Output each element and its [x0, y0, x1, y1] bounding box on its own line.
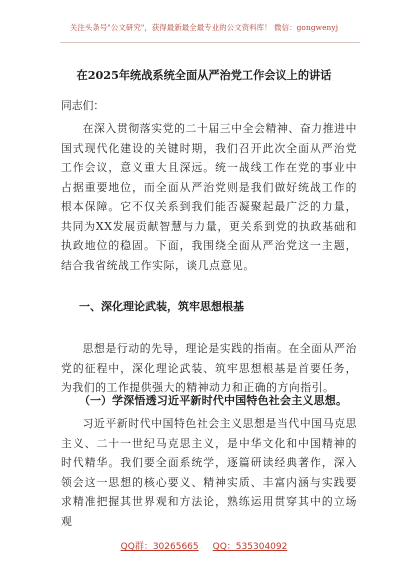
salutation: 同志们：: [61, 99, 105, 112]
document-title: 在2025年统战系统全面从严治党工作会议上的讲话: [76, 68, 332, 82]
subsection-heading-text: 学深悟透习近平新时代中国特色社会主义思想。: [112, 394, 348, 407]
banner-divider: [60, 42, 360, 43]
subsection-number: （一）: [79, 394, 112, 407]
paragraph-section-1: 思想是行动的先导，理论是实践的指南。在全面从严治党的征程中，深化理论武装、筑牢思想根基是首要任务，为我们的工作提供强大的精神动力和正确的方向指引。: [61, 342, 357, 394]
promo-banner: 关注头条号"公文研究"，获得最新最全最专业的公文资料库！ 微信：gongwenyj: [69, 23, 339, 32]
qq-contact-link[interactable]: QQ：535304092: [212, 542, 288, 552]
footer-contact: [0, 539, 408, 552]
subsection-heading-1: [79, 392, 347, 408]
paragraph-subsection-1: 习近平新时代中国特色社会主义思想是当代中国马克思主义、二十一世纪马克思主义，是中华文化和中国精神的时代精华。我们要全面系统学，逐篇研读经典著作，深入领会这一思想的核心要义、精神实质、丰富内涵与实践要求精准把握其世界观和方法论，熟练运用贯穿其中的立场观: [61, 417, 357, 528]
section-heading-1: 一、深化理论武装，筑牢思想根基: [79, 300, 244, 313]
qq-group-link[interactable]: QQ群：30265665: [120, 542, 199, 552]
paragraph-intro: 在深入贯彻落实党的二十届三中全会精神、奋力推进中国式现代化建设的关键时期，我们召开此次全面从严治党工作会议，意义重大且深远。统一战线工作在党的事业中占据重要地位，而全面从严治党则是我们做好统战工作的根本保障。它不仅关系到我们能否凝聚起最广泛的力量，共同为XX发展贡献智慧与力量，更关系到党的执政基础和执政地位的稳固。下面，我围绕全面从严治党这一主题，结合我省统战工作实际，谈几点意见。: [61, 122, 357, 272]
